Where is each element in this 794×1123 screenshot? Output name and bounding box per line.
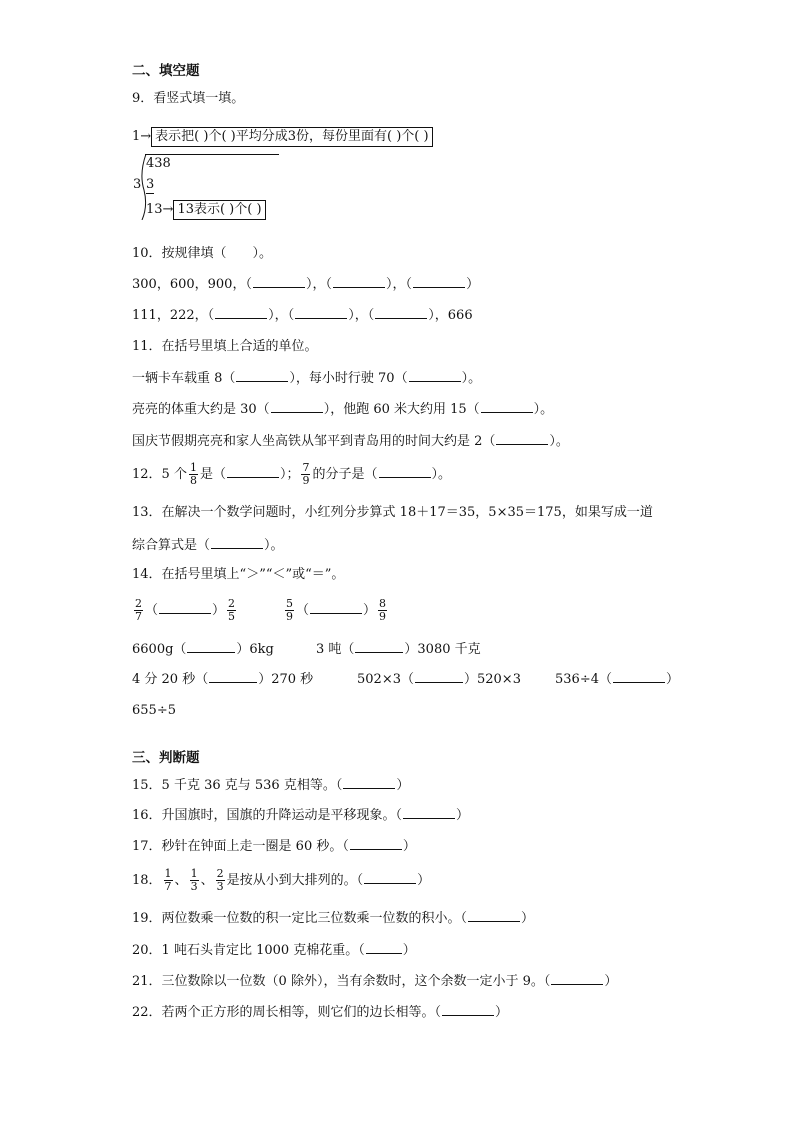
denominator: 9 <box>379 610 387 623</box>
answer-blank[interactable] <box>355 640 403 653</box>
answer-blank[interactable] <box>379 465 431 478</box>
paren-close: ） <box>305 277 313 292</box>
answer-blank[interactable] <box>413 275 465 288</box>
denominator: 7 <box>164 880 172 893</box>
q16-text: 16．升国旗时，国旗的升降运动是平移现象。（ <box>132 808 403 823</box>
answer-blank[interactable] <box>187 640 235 653</box>
paren-open: （ <box>405 277 413 292</box>
section-title-fill-in: 二、填空题 <box>132 63 200 79</box>
paren-close: ） <box>363 603 377 618</box>
paren-close: ） <box>348 308 355 323</box>
paren-open: （ <box>245 277 252 292</box>
fraction <box>301 462 310 487</box>
fraction <box>189 462 198 487</box>
answer-blank[interactable] <box>350 837 402 850</box>
paren-close: ） <box>604 974 618 989</box>
answer-blank[interactable] <box>366 941 402 954</box>
numerator: 2 <box>228 597 236 610</box>
q14-row-4: 655÷5 <box>132 703 176 718</box>
paren-close: ） <box>386 277 393 292</box>
paren-close: ） <box>456 808 470 823</box>
q12-text: ）。 <box>431 467 452 482</box>
q11-line-3 <box>132 432 569 451</box>
q14-row-2a <box>132 640 274 659</box>
q18-text: 18． <box>132 873 162 888</box>
q18-text: 是按从小到大排列的。（ <box>226 873 364 888</box>
q9-top-box: 表示把( )个( )平均分成3份，每份里面有( )个( ) <box>151 127 432 147</box>
q11-line-1 <box>132 369 481 388</box>
q9-quotient: 438 <box>146 156 171 171</box>
q12-text: 的分子是（ <box>312 467 378 482</box>
numerator: 8 <box>379 597 387 610</box>
answer-blank[interactable] <box>375 306 427 319</box>
answer-blank[interactable] <box>496 432 548 445</box>
answer-blank[interactable] <box>215 306 267 319</box>
q11-text: 亮亮的体重大约是 30（ <box>132 402 270 417</box>
answer-blank[interactable] <box>481 400 533 413</box>
answer-blank[interactable] <box>159 601 211 614</box>
q10-row2-suffix: 666 <box>447 308 473 323</box>
fraction <box>216 868 225 893</box>
q12-text: 12．5 个 <box>132 467 187 482</box>
question-21 <box>132 972 617 991</box>
q9-subtrahend: 3 <box>146 177 155 192</box>
q14-text: ）3080 千克 <box>404 642 481 657</box>
q14-text: 6600g（ <box>132 642 187 657</box>
q9-row13-label: 13→ <box>146 202 174 217</box>
q17-text: 17．秒针在钟面上走一圈是 60 秒。（ <box>132 839 349 854</box>
paren-open: （ <box>296 603 310 618</box>
denominator: 5 <box>228 610 236 623</box>
answer-blank[interactable] <box>364 871 416 884</box>
paren-close: ） <box>521 911 535 926</box>
numerator: 5 <box>286 597 293 610</box>
denominator: 3 <box>190 880 198 893</box>
numerator: 1 <box>190 867 198 880</box>
answer-blank[interactable] <box>295 306 347 319</box>
q11-text: ），他跑 60 米大约用 15（ <box>323 402 480 417</box>
paren-close: ） <box>428 308 435 323</box>
question-13-line-1: 13．在解决一个数学问题时，小红列分步算式 18＋17＝35，5×35＝175，如果写成一道 <box>132 505 653 520</box>
paren-close: ） <box>495 1005 509 1020</box>
paren-close: ） <box>466 277 480 292</box>
question-17 <box>132 837 416 856</box>
answer-blank[interactable] <box>468 909 520 922</box>
denominator: 7 <box>135 610 142 623</box>
denominator: 8 <box>189 474 197 487</box>
paren-open: （ <box>287 308 295 323</box>
q22-text: 22．若两个正方形的周长相等，则它们的边长相等。（ <box>132 1005 442 1020</box>
answer-blank[interactable] <box>333 275 385 288</box>
q9-row13-box: 13表示( )个( ) <box>173 200 265 220</box>
separator: 、 <box>200 873 214 888</box>
paren-close: ） <box>212 603 226 618</box>
q10-row-2: 111，222，（ ），（ ），（ ），666 <box>132 308 473 323</box>
fraction <box>134 598 143 623</box>
paren-open: （ <box>207 308 215 323</box>
q14-text: ）520×3 <box>463 672 521 687</box>
q11-text: ）。 <box>549 434 569 449</box>
answer-blank[interactable] <box>403 806 455 819</box>
numerator: 1 <box>189 461 197 474</box>
q11-text: ），每小时行驶 70（ <box>289 371 408 386</box>
q19-text: 19．两位数乘一位数的积一定比三位数乘一位数的积小。（ <box>132 911 468 926</box>
q9-row-13 <box>146 200 266 220</box>
q14-text: ）270 秒 <box>258 672 314 687</box>
paren-close: ） <box>268 308 275 323</box>
question-19 <box>132 909 534 928</box>
answer-blank[interactable] <box>236 369 288 382</box>
q14-text: 3 吨（ <box>316 642 355 657</box>
question-12 <box>132 461 451 489</box>
section-title-true-false: 三、判断题 <box>132 750 200 766</box>
question-15 <box>132 776 409 795</box>
question-18 <box>132 866 430 896</box>
paren-open: （ <box>367 308 375 323</box>
answer-blank[interactable] <box>209 670 257 683</box>
denominator: 9 <box>286 610 293 623</box>
q15-text: 15．5 千克 36 克与 536 克相等。（ <box>132 778 343 793</box>
fraction <box>227 598 236 623</box>
q12-text: ）； <box>279 467 300 482</box>
question-11-stem: 11．在括号里填上合适的单位。 <box>132 339 318 354</box>
paren-open: （ <box>145 603 159 618</box>
q9-top-row <box>132 127 433 147</box>
answer-blank[interactable] <box>211 536 263 549</box>
fraction <box>285 598 294 623</box>
q14-row-3c <box>555 670 679 689</box>
paren-close: ） <box>402 839 416 854</box>
answer-blank[interactable] <box>310 601 362 614</box>
q14-text: 4 分 20 秒（ <box>132 672 209 687</box>
q11-text: ）。 <box>461 371 482 386</box>
q14-text: ）6kg <box>236 642 274 657</box>
answer-blank[interactable] <box>343 776 395 789</box>
q13-text: ）。 <box>264 538 284 553</box>
q14-text: 536÷4（ <box>555 672 612 687</box>
numerator: 2 <box>135 597 142 610</box>
question-10-stem: 10．按规律填（ ）。 <box>132 246 273 261</box>
q9-top-label: 1→ <box>132 129 152 144</box>
q10-row1-prefix: 300，600，900， <box>132 277 246 292</box>
q14-row-2b <box>316 640 481 659</box>
answer-blank[interactable] <box>253 275 305 288</box>
question-14-stem: 14．在括号里填上“＞”“＜”或“＝”。 <box>132 567 345 582</box>
answer-blank[interactable] <box>551 972 603 985</box>
paren-close: ） <box>396 778 410 793</box>
q20-text: 20．1 吨石头肯定比 1000 克棉花重。（ <box>132 943 365 958</box>
denominator: 9 <box>302 474 310 487</box>
paren-close: ） <box>417 873 431 888</box>
q14-row-1a <box>132 597 238 625</box>
question-13-line-2 <box>132 536 284 555</box>
answer-blank[interactable] <box>409 369 461 382</box>
q14-row-1b <box>283 597 389 625</box>
answer-blank[interactable] <box>415 670 463 683</box>
q14-row-3a <box>132 670 313 689</box>
question-9-stem: 9．看竖式填一填。 <box>132 91 245 106</box>
paren-close: ） <box>402 943 416 958</box>
paren-open: （ <box>325 277 333 292</box>
q11-text: ）。 <box>533 402 554 417</box>
fraction <box>190 868 199 893</box>
q11-text: 国庆节假期亮亮和家人坐高铁从邹平到青岛用的时间大约是 2（ <box>132 434 496 449</box>
q9-division-bar <box>145 154 279 155</box>
answer-blank[interactable] <box>271 400 323 413</box>
numerator: 1 <box>164 867 172 880</box>
q14-text: 502×3（ <box>357 672 414 687</box>
q9-divisor: 3 <box>133 177 142 192</box>
q21-text: 21．三位数除以一位数（0 除外），当有余数时，这个余数一定小于 9。（ <box>132 974 551 989</box>
answer-blank[interactable] <box>227 465 279 478</box>
question-22 <box>132 1003 508 1022</box>
q10-row-1: 300，600，900，（ ），（ ），（ ） <box>132 277 480 292</box>
fraction <box>164 868 173 893</box>
q14-text: ） <box>665 672 679 687</box>
denominator: 3 <box>216 880 224 893</box>
q14-row-3b <box>357 670 521 689</box>
q12-text: 是（ <box>199 467 226 482</box>
q11-line-2 <box>132 400 553 419</box>
question-20 <box>132 941 416 960</box>
fraction <box>378 598 387 623</box>
answer-blank[interactable] <box>613 670 665 683</box>
answer-blank[interactable] <box>442 1003 494 1016</box>
separator: 、 <box>174 873 188 888</box>
q10-row2-prefix: 111，222， <box>132 308 208 323</box>
q13-text: 综合算式是（ <box>132 538 211 553</box>
numerator: 2 <box>216 867 224 880</box>
q11-text: 一辆卡车载重 8（ <box>132 371 236 386</box>
numerator: 7 <box>302 461 310 474</box>
question-16 <box>132 806 469 825</box>
